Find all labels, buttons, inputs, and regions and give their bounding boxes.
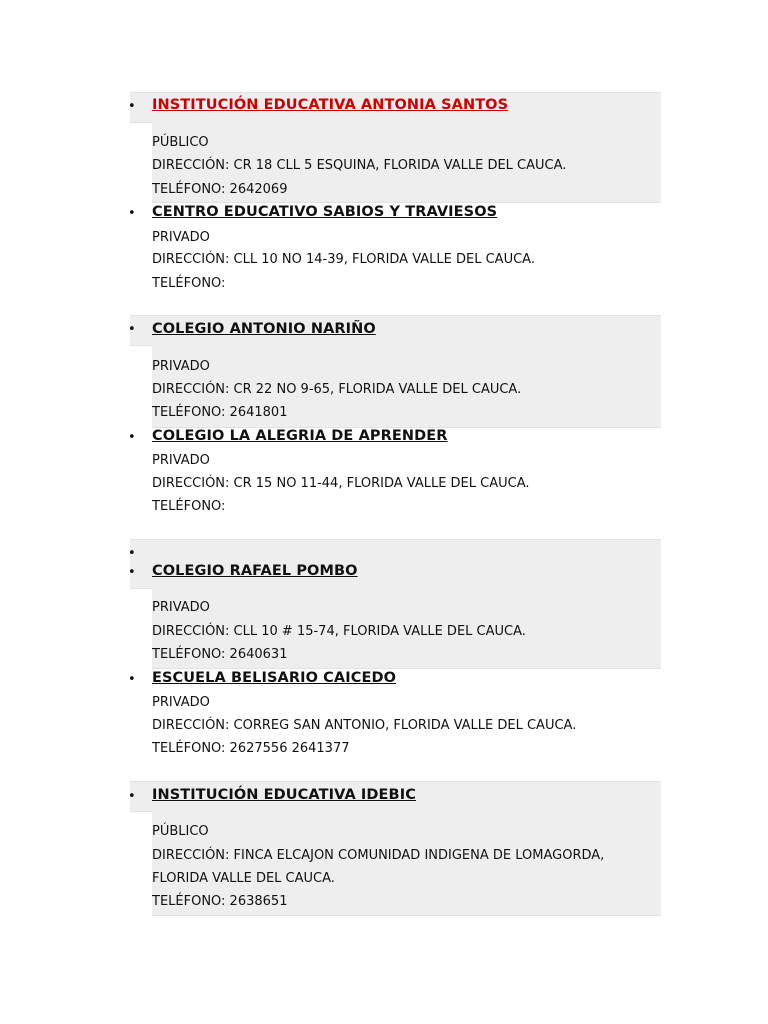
school-type: PRIVADO [152,359,210,374]
school-type: PÚBLICO [152,135,209,150]
school-phone: TELÉFONO: 2640631 [152,647,288,662]
school-address: DIRECCIÓN: FINCA ELCAJON COMUNIDAD INDIGENA DE LOMAGORDA, [152,848,605,863]
school-phone: TELÉFONO: [152,276,226,291]
school-phone: TELÉFONO: 2641801 [152,405,288,420]
school-address: DIRECCIÓN: CR 18 CLL 5 ESQUINA, FLORIDA VALLE DEL CAUCA. [152,158,567,173]
school-type: PRIVADO [152,453,210,468]
bullet-icon: • [128,430,136,445]
school-type: PRIVADO [152,600,210,615]
school-address: DIRECCIÓN: CLL 10 NO 14-39, FLORIDA VALLE DEL CAUCA. [152,252,535,267]
school-link-antonia-santos[interactable]: INSTITUCIÓN EDUCATIVA ANTONIA SANTOS [152,97,509,113]
school-link-belisario-caicedo[interactable]: ESCUELA BELISARIO CAICEDO [152,670,397,686]
school-phone: TELÉFONO: 2642069 [152,182,288,197]
school-phone: TELÉFONO: 2638651 [152,894,288,909]
school-address-continued: FLORIDA VALLE DEL CAUCA. [152,871,335,886]
school-link-la-alegria-de-aprender[interactable]: COLEGIO LA ALEGRIA DE APRENDER [152,428,448,444]
school-address: DIRECCIÓN: CR 22 NO 9-65, FLORIDA VALLE DEL CAUCA. [152,382,522,397]
empty-bullet-icon: • [128,546,136,561]
school-link-idebic[interactable]: INSTITUCIÓN EDUCATIVA IDEBIC [152,787,416,803]
school-address: DIRECCIÓN: CLL 10 # 15-74, FLORIDA VALLE DEL CAUCA. [152,624,526,639]
school-address: DIRECCIÓN: CORREG SAN ANTONIO, FLORIDA VALLE DEL CAUCA. [152,718,577,733]
bullet-icon: • [128,206,136,221]
school-type: PRIVADO [152,230,210,245]
bullet-icon: • [128,672,136,687]
school-link-antonio-narino[interactable]: COLEGIO ANTONIO NARIÑO [152,321,376,337]
school-type: PRIVADO [152,695,210,710]
bullet-icon: • [128,99,136,114]
bullet-icon: • [128,565,136,580]
school-phone: TELÉFONO: [152,499,226,514]
school-link-sabios-y-traviesos[interactable]: CENTRO EDUCATIVO SABIOS Y TRAVIESOS [152,204,498,220]
bullet-icon: • [128,789,136,804]
bullet-icon: • [128,322,136,337]
school-phone: TELÉFONO: 2627556 2641377 [152,741,350,756]
school-link-rafael-pombo[interactable]: COLEGIO RAFAEL POMBO [152,563,358,579]
school-type: PÚBLICO [152,824,209,839]
school-address: DIRECCIÓN: CR 15 NO 11-44, FLORIDA VALLE DEL CAUCA. [152,476,530,491]
